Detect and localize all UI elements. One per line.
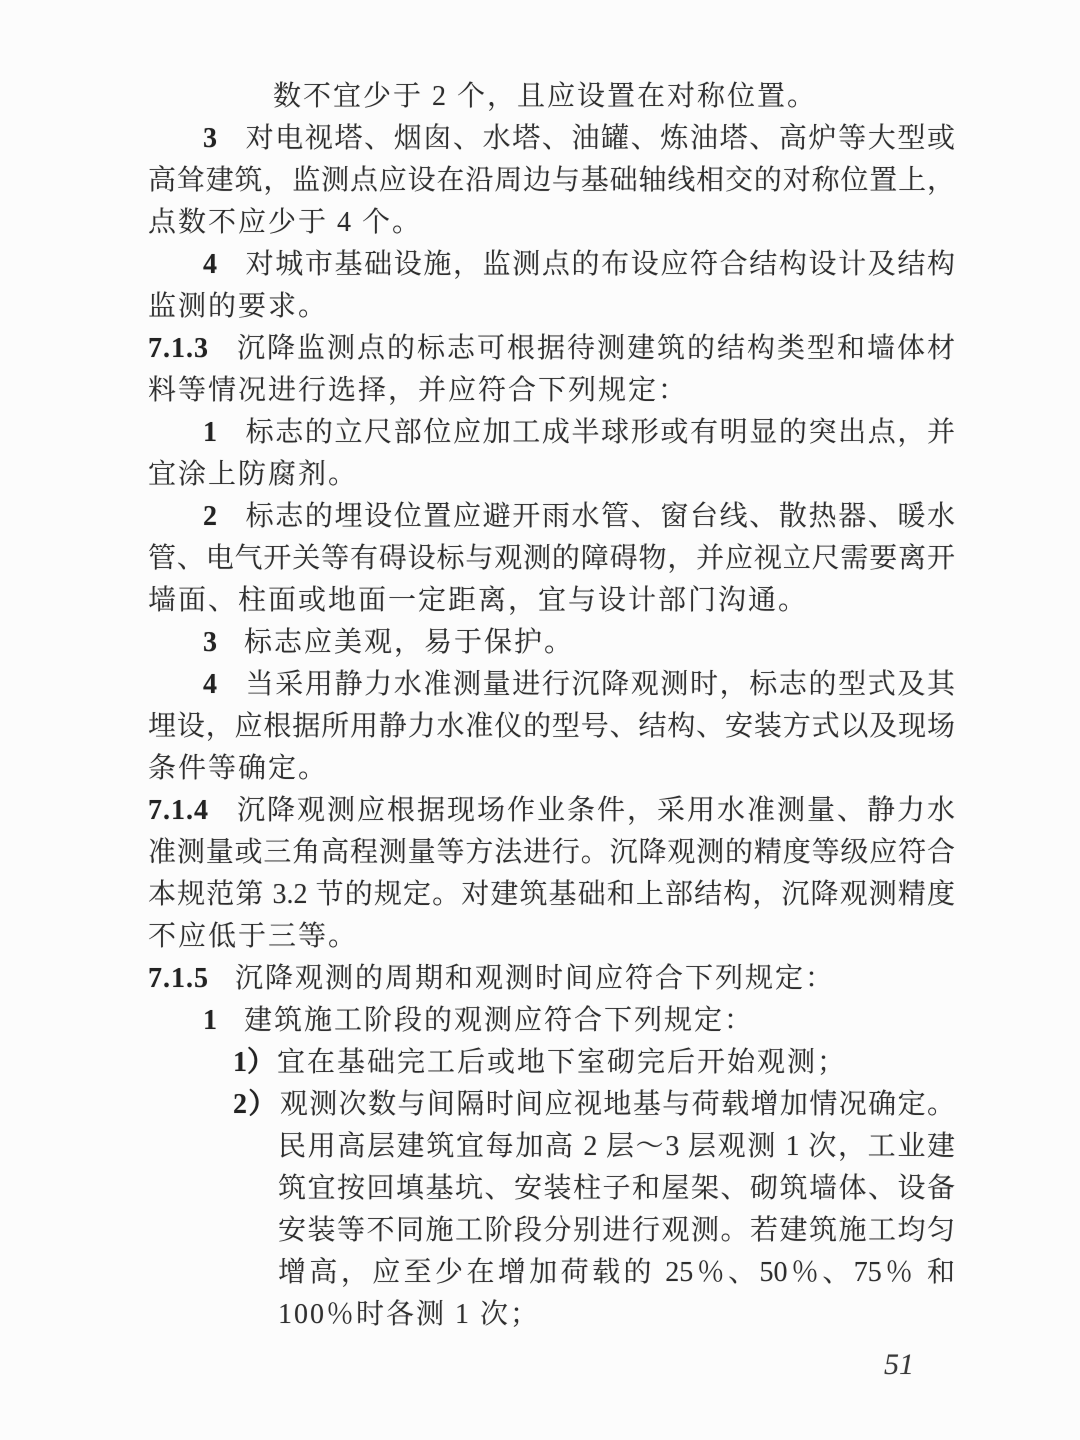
line-text: 条件等确定。 [148, 753, 329, 784]
clause-number: 1） [233, 1047, 276, 1078]
text-line [148, 328, 955, 370]
text-line [148, 748, 955, 790]
text-line [148, 1210, 955, 1252]
clause-number: 3 [203, 627, 218, 658]
line-text: 对电视塔、烟囱、水塔、油罐、炼油塔、高炉等大型或 [244, 123, 955, 154]
text-line [148, 916, 955, 958]
text-line [148, 496, 955, 538]
line-text: 观测次数与间隔时间应视地基与荷载增加情况确定。 [279, 1089, 955, 1120]
page-content [148, 76, 955, 1336]
text-line [148, 160, 955, 202]
line-text: 本规范第 3.2 节的规定。对建筑基础和上部结构，沉降观测精度 [148, 879, 955, 910]
text-line [148, 286, 955, 328]
text-line [148, 958, 955, 1000]
clause-number: 1 [203, 417, 218, 448]
clause-number: 2 [203, 501, 218, 532]
text-line [148, 706, 955, 748]
line-text: 沉降观测应根据现场作业条件，采用水准测量、静力水 [235, 795, 955, 826]
clause-number: 7.1.4 [148, 795, 209, 826]
line-text: 增高，应至少在增加荷载的 25％、50％、75％ 和 [278, 1257, 955, 1288]
page-number: 51 [884, 1348, 914, 1381]
line-text: 宜在基础完工后或地下室砌完后开始观测； [277, 1047, 848, 1078]
line-text: 标志应美观，易于保护。 [244, 627, 575, 658]
line-text: 准测量或三角高程测量等方法进行。沉降观测的精度等级应符合 [148, 837, 955, 868]
text-line [148, 832, 955, 874]
line-text: 点数不应少于 4 个。 [148, 207, 423, 238]
line-text: 沉降观测的周期和观测时间应符合下列规定： [235, 963, 836, 994]
line-text: 不应低于三等。 [148, 921, 359, 952]
clause-number: 7.1.5 [148, 963, 209, 994]
line-text: 监测的要求。 [148, 291, 329, 322]
line-text: 料等情况进行选择，并应符合下列规定： [148, 375, 689, 406]
line-text: 安装等不同施工阶段分别进行观测。若建筑施工均匀 [278, 1215, 955, 1246]
text-line [148, 664, 955, 706]
line-text: 沉降监测点的标志可根据待测建筑的结构类型和墙体材 [235, 333, 955, 364]
line-text: 埋设，应根据所用静力水准仪的型号、结构、安装方式以及现场 [148, 711, 955, 742]
text-line [148, 244, 955, 286]
line-text: 宜涂上防腐剂。 [148, 459, 359, 490]
text-line [148, 790, 955, 832]
text-line [148, 1042, 955, 1084]
text-line [148, 538, 955, 580]
clause-number: 4 [203, 249, 218, 280]
line-text: 民用高层建筑宜每加高 2 层～3 层观测 1 次，工业建 [278, 1131, 955, 1162]
text-line [148, 76, 955, 118]
line-text: 墙面、柱面或地面一定距离，宜与设计部门沟通。 [148, 585, 809, 616]
text-line [148, 412, 955, 454]
line-text: 当采用静力水准测量进行沉降观测时，标志的型式及其 [244, 669, 955, 700]
text-line [148, 454, 955, 496]
line-text: 管、电气开关等有碍设标与观测的障碍物，并应视立尺需要离开 [148, 543, 955, 574]
text-line [148, 1294, 955, 1336]
line-text: 数不宜少于 2 个，且应设置在对称位置。 [273, 81, 818, 112]
text-line [148, 1000, 955, 1042]
text-line [148, 622, 955, 664]
clause-number: 3 [203, 123, 218, 154]
text-line [148, 370, 955, 412]
clause-number: 4 [203, 669, 218, 700]
line-text: 100％时各测 1 次； [278, 1299, 541, 1330]
line-text: 建筑施工阶段的观测应符合下列规定： [244, 1005, 755, 1036]
line-text: 标志的立尺部位应加工成半球形或有明显的突出点，并 [244, 417, 955, 448]
line-text: 标志的埋设位置应避开雨水管、窗台线、散热器、暖水 [244, 501, 955, 532]
clause-number: 2） [233, 1089, 278, 1120]
text-line [148, 1126, 955, 1168]
text-line [148, 580, 955, 622]
line-text: 高耸建筑，监测点应设在沿周边与基础轴线相交的对称位置上， [148, 165, 955, 196]
clause-number: 7.1.3 [148, 333, 209, 364]
text-line [148, 118, 955, 160]
line-text: 对城市基础设施，监测点的布设应符合结构设计及结构 [244, 249, 955, 280]
clause-number: 1 [203, 1005, 218, 1036]
text-line [148, 202, 955, 244]
text-line [148, 1168, 955, 1210]
text-line [148, 1084, 955, 1126]
line-text: 筑宜按回填基坑、安装柱子和屋架、砌筑墙体、设备 [278, 1173, 955, 1204]
text-line [148, 1252, 955, 1294]
text-line [148, 874, 955, 916]
